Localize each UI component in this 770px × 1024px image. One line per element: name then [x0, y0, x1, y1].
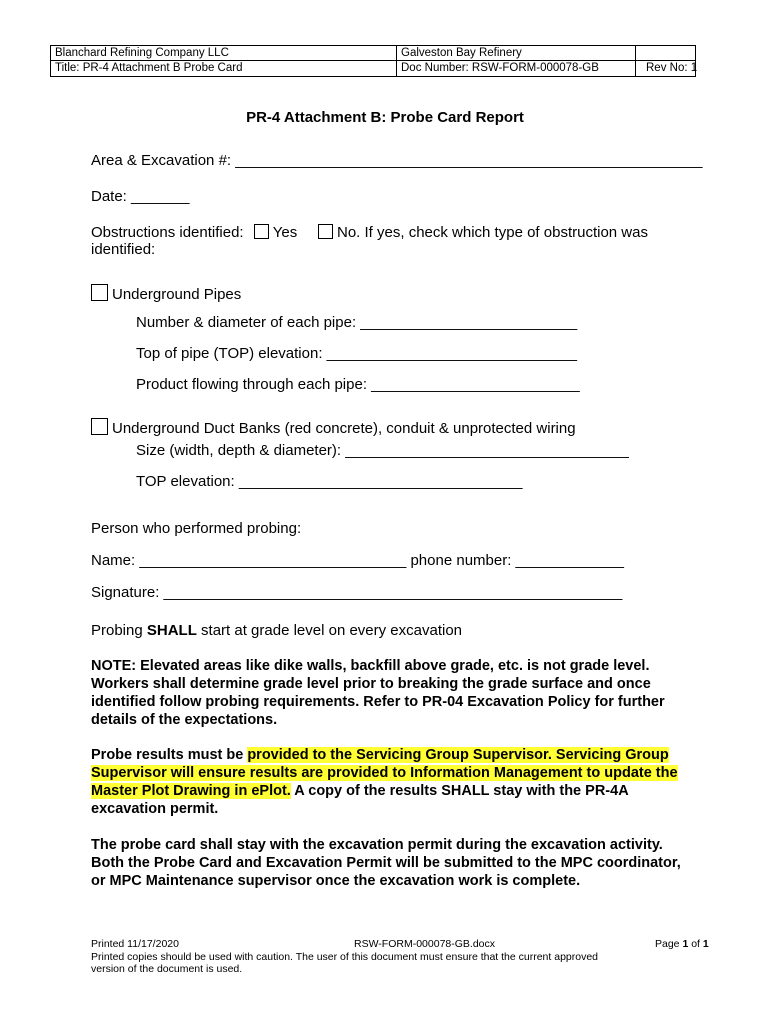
page-mid: of [688, 938, 703, 950]
company-name: Blanchard Refining Company LLC [55, 47, 229, 59]
results-post: A copy of the results SHALL stay with the PR-4A excavation permit. [91, 783, 629, 817]
page-total: 1 [702, 938, 709, 950]
name-phone-field[interactable]: Name: ________________________________ phone number: _____________ [91, 552, 624, 569]
pipes-checkbox[interactable] [91, 284, 108, 301]
person-label: Person who performed probing: [91, 520, 302, 537]
signature-field[interactable]: Signature: _______________________________________________________ [91, 584, 623, 601]
doc-number: Doc Number: RSW-FORM-000078-GB [401, 62, 599, 74]
pipes-label: Underground Pipes [112, 286, 242, 303]
yes-label: Yes [272, 224, 298, 241]
header-table [50, 45, 696, 77]
obstructions-continued: identified: [91, 241, 156, 258]
header-right-cell [636, 61, 698, 76]
probing-post: start at grade level on every excavation [196, 622, 463, 639]
pipe-product-field[interactable]: Product flowing through each pipe: _________________________ [136, 376, 580, 393]
area-field[interactable]: Area & Excavation #: ________________________________________________________ [91, 152, 703, 169]
yes-checkbox[interactable] [254, 224, 269, 239]
obstructions-row [91, 224, 297, 241]
note-paragraph: NOTE: Elevated areas like dike walls, backfill above grade, etc. is not grade level. Workers shall determine grade level prior to breaking the grade surface and once identified follow probing requirements. Refer to PR-04 Excavation Policy for further details of the expectations. [91, 658, 665, 728]
date-field[interactable]: Date: _______ [91, 188, 190, 205]
probing-shall: SHALL [146, 622, 197, 639]
obstructions-label: Obstructions identified: [91, 224, 244, 241]
caution-text-2: version of the document is used. [91, 963, 243, 975]
no-option [318, 224, 648, 241]
results-highlight: provided to the Servicing Group Supervisor. Servicing Group Supervisor will ensure results are provided to Information Management to update the Master Plot Drawing in ePlot. [91, 747, 678, 799]
facility-name: Galveston Bay Refinery [401, 47, 522, 59]
no-checkbox[interactable] [318, 224, 333, 239]
footer-filename: RSW-FORM-000078-GB.docx [354, 938, 496, 950]
header-left-cell [51, 46, 397, 76]
page-pre: Page [655, 938, 683, 950]
rev-number: Rev No: 1 [646, 62, 698, 74]
pipe-top-field[interactable]: Top of pipe (TOP) elevation: ______________________________ [136, 345, 577, 362]
header-middle-cell [397, 46, 636, 76]
probing-pre: Probing [91, 622, 147, 639]
duct-top-field[interactable]: TOP elevation: __________________________________ [136, 473, 523, 490]
form-title: Title: PR-4 Attachment B Probe Card [55, 62, 243, 74]
no-label: No. If yes, check which type of obstruction was [337, 224, 648, 241]
printed-date: Printed 11/17/2020 [91, 938, 179, 950]
duct-size-field[interactable]: Size (width, depth & diameter): __________________________________ [136, 442, 629, 459]
results-pre: Probe results must be [91, 747, 248, 763]
pipes-option [91, 284, 241, 303]
card-paragraph: The probe card shall stay with the excavation permit during the excavation activity. Both the Probe Card and Excavation Permit will be submitted to the MPC coordinator, or MPC Maintenance supervisor once the excavation work is complete. [91, 837, 681, 889]
results-paragraph [91, 746, 691, 818]
page-title: PR-4 Attachment B: Probe Card Report [246, 109, 524, 126]
ducts-checkbox[interactable] [91, 418, 108, 435]
probing-statement [91, 622, 462, 639]
ducts-label: Underground Duct Banks (red concrete), conduit & unprotected wiring [112, 420, 576, 437]
caution-text: Printed copies should be used with caution. The user of this document must ensure that the current approved [91, 951, 599, 963]
pipe-number-field[interactable]: Number & diameter of each pipe: __________________________ [136, 314, 578, 331]
page-current: 1 [682, 938, 689, 950]
ducts-option [91, 418, 576, 437]
page-number [655, 938, 709, 950]
